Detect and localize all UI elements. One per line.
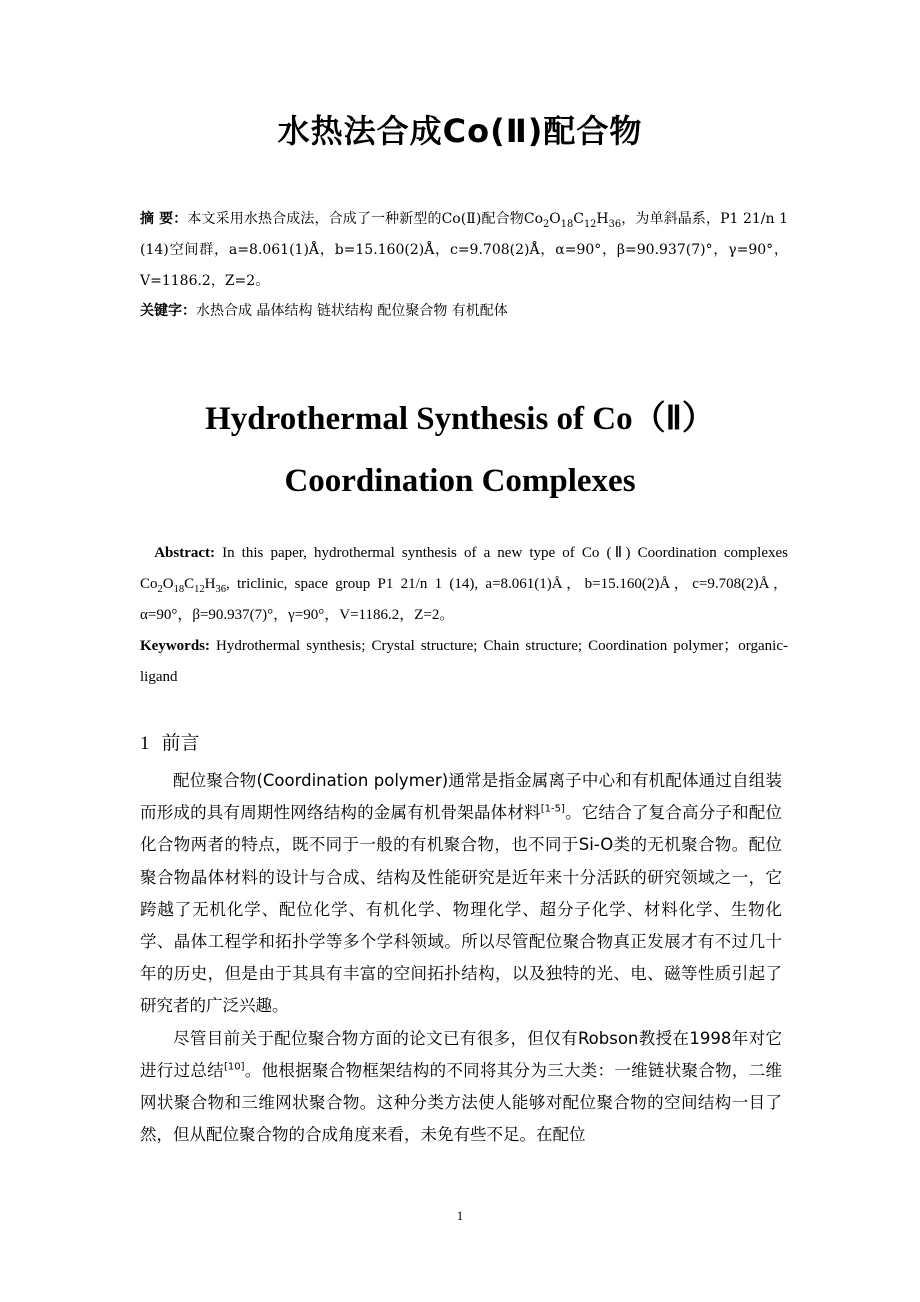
paragraph — [140, 765, 782, 1023]
chinese-abstract-text-3: C — [573, 211, 584, 227]
paragraph-text: 尽管目前关于配位聚合物方面的论文已有很多，但仅有Robson教授在1998年对它进行过总结 — [140, 1028, 782, 1080]
formula-sub: 2 — [543, 218, 550, 230]
english-keywords — [140, 631, 788, 693]
chinese-keywords — [140, 298, 788, 324]
english-abstract-label: Abstract: — [154, 545, 216, 561]
english-abstract-text-1: In this paper, hydrothermal synthesis of a new type of Co (Ⅱ) Coordination complexes Co — [140, 545, 789, 592]
chinese-abstract-text-5: ，为单斜晶系，P1 21/n 1 (14)空间群，a=8.061(1)Å，b=15.160(2)Å，c=9.708(2)Å，α=90°，β=90.937(7)°，γ=90°，V=1186.2，Z=2。 — [140, 211, 788, 289]
english-abstract-text-2: O — [162, 576, 174, 592]
english-title-line-1: Hydrothermal Synthesis of Co（Ⅱ） — [205, 401, 715, 437]
formula-sub: 12 — [194, 584, 205, 595]
paragraph-text: 。它结合了复合高分子和配位化合物两者的特点，既不同于一般的有机聚合物，也不同于Si-O类的无机聚合物。配位聚合物晶体材料的设计与合成、结构及性能研究是近年来十分活跃的研究领域之一，它跨越了无机化学、配位化学、有机化学、物理化学、超分子化学、材料化学、生物化学、晶体工程学和拓扑学等多个学科领域。所以尽管配位聚合物真正发展才有不过几十年的历史，但是由于其具有丰富的空间拓扑结构，以及独特的光、电、磁等性质引起了研究者的广泛兴趣。 — [140, 803, 783, 1016]
section-title: 前言 — [161, 732, 200, 754]
chinese-abstract-label: 摘 要： — [140, 211, 188, 227]
english-abstract-text-5: , triclinic, space group P1 21/n 1 (14), a=8.061(1)Å，b=15.160(2)Å，c=9.708(2)Å，α=90°，β=90.937(7)°，γ=90°，V=1186.2，Z=2。 — [140, 576, 788, 623]
chinese-abstract-text-2: O — [549, 211, 561, 227]
english-title — [0, 388, 920, 512]
paragraph-text: 配位聚合物(Coordination polymer)通常是指金属离子中心和有机配体通过自组装而形成的具有周期性网络结构的金属有机骨架晶体材料 — [140, 771, 782, 823]
formula-sub: 12 — [583, 218, 597, 230]
formula-sub: 2 — [157, 584, 163, 595]
english-abstract — [140, 538, 788, 631]
chinese-abstract-text-1: 本文采用水热合成法，合成了一种新型的Co(Ⅱ)配合物Co — [187, 211, 544, 227]
english-abstract-text-3: C — [184, 576, 195, 592]
formula-sub: 18 — [173, 584, 185, 595]
citation: [1-5] — [540, 803, 565, 815]
english-title-line-2: Coordination Complexes — [284, 463, 636, 499]
chinese-abstract — [140, 204, 788, 297]
chinese-keywords-text: 水热合成 晶体结构 链状结构 配位聚合物 有机配体 — [196, 303, 508, 319]
paragraph — [140, 1023, 782, 1152]
english-abstract-text-4: H — [204, 576, 216, 592]
section-number: 1 — [140, 733, 150, 754]
english-keywords-text: Hydrothermal synthesis; Crystal structure; Chain structure; Coordination polymer；organic-ligand — [140, 638, 788, 685]
formula-sub: 36 — [215, 584, 226, 595]
chinese-abstract-text-4: H — [596, 211, 609, 227]
formula-sub: 18 — [560, 218, 574, 230]
chinese-keywords-label: 关键字： — [140, 303, 196, 319]
paragraph-text: 。他根据聚合物框架结构的不同将其分为三大类：一维链状聚合物，二维网状聚合物和三维网状聚合物。这种分类方法使人能够对配位聚合物的空间结构一目了然，但从配位聚合物的合成角度来看，未免有些不足。在配位 — [140, 1060, 783, 1145]
body-text — [140, 765, 782, 1151]
citation: [10] — [223, 1061, 245, 1073]
page-number: 1 — [456, 1208, 464, 1223]
section-heading — [140, 728, 200, 755]
english-keywords-label: Keywords: — [140, 638, 210, 654]
formula-sub: 36 — [608, 218, 622, 230]
chinese-title: 水热法合成Co(Ⅱ)配合物 — [277, 112, 643, 150]
